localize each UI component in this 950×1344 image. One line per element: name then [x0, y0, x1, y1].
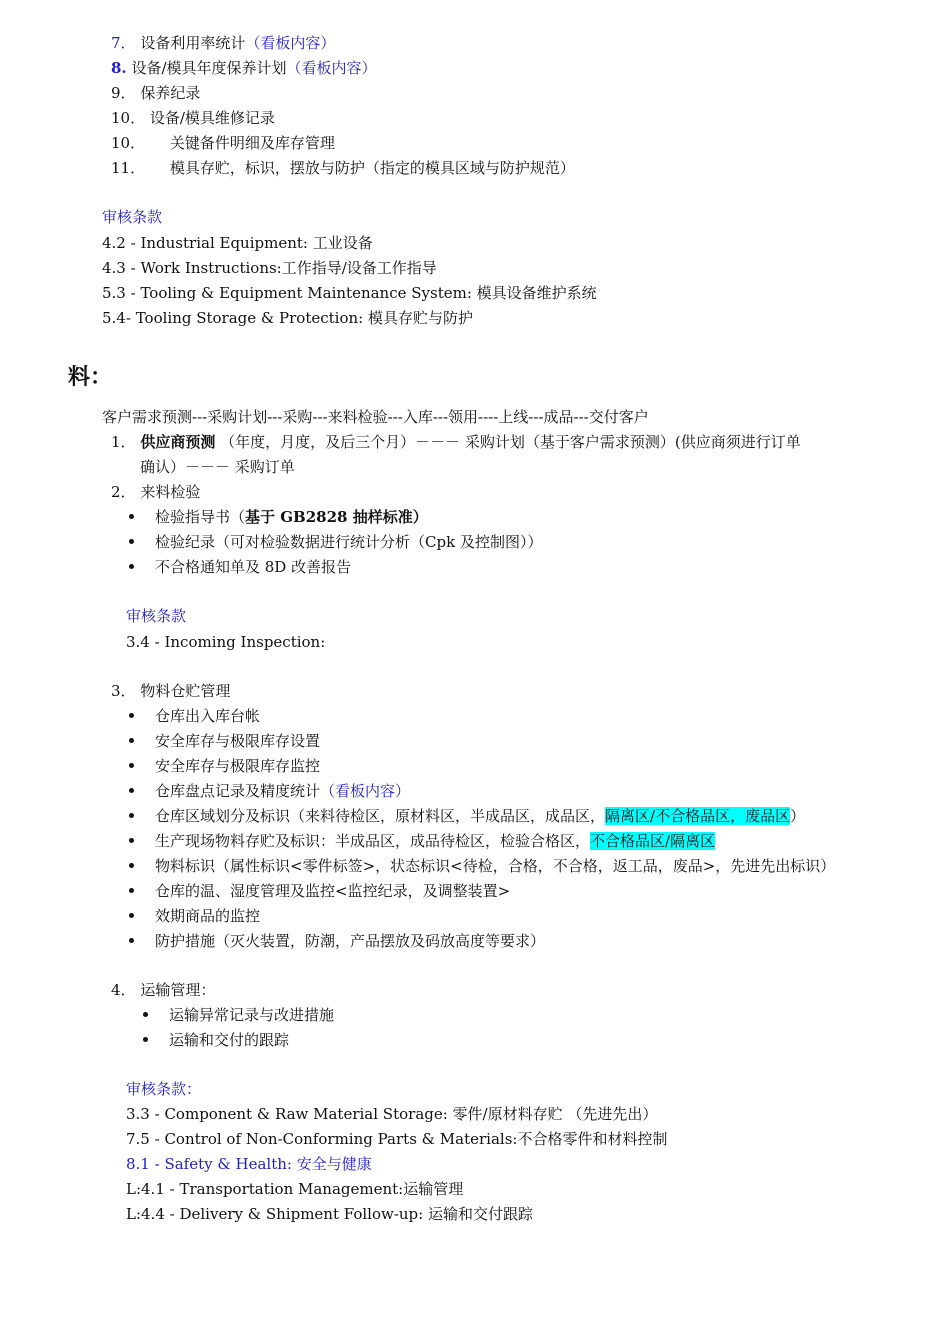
audit-title-2: 审核条款 [126, 607, 187, 625]
item-2-bullet-1: 检验指导书（基于 GB2828 抽样标准） [155, 508, 428, 526]
item-3-bullet-7: 物料标识（属性标识<零件标签>，状态标识<待检，合格，不合格，返工品，废品>，先进先出标识） [155, 857, 836, 875]
bullet-icon [143, 1012, 148, 1017]
item-2-bullet-2: 检验纪录（可对检验数据进行统计分析（Cpk 及控制图）） [155, 533, 543, 551]
equipment-item-10a: 10． 设备/模具维修记录 [111, 109, 275, 127]
audit-3-item: L:4.1 - Transportation Management:运输管理 [126, 1180, 464, 1198]
audit-1-item: 4.3 - Work Instructions:工作指导/设备工作指导 [102, 259, 437, 277]
item-3-bullet-2: 安全库存与极限库存设置 [155, 732, 321, 750]
item-4-bullet-1: 运输异常记录与改进措施 [169, 1006, 335, 1024]
section-heading-material: 料： [68, 364, 113, 390]
bullet-icon [129, 913, 134, 918]
audit-3-item: 3.3 - Component & Raw Material Storage: 零件/原材料存贮 （先进先出） [126, 1105, 658, 1123]
bullet-icon [129, 863, 134, 868]
item-3-warehouse-management: 3． 物料仓贮管理 [111, 682, 231, 700]
bullet-icon [129, 713, 134, 718]
equipment-item-11: 11． 模具存贮，标识，摆放与防护（指定的模具区域与防护规范） [111, 159, 575, 177]
item-3-bullet-3: 安全库存与极限库存监控 [155, 757, 321, 775]
bullet-icon [129, 539, 134, 544]
item-4-transport-management: 4． 运输管理： [111, 981, 216, 999]
item-3-bullet-5: 仓库区域划分及标识（来料待检区，原材料区，半成品区，成品区，隔离区/不合格品区，废品区） [155, 807, 806, 825]
item-3-bullet-8: 仓库的温、湿度管理及监控<监控纪录，及调整装置> [155, 882, 511, 900]
item-3-bullet-10: 防护措施（灭火装置，防潮，产品摆放及码放高度等要求） [155, 932, 546, 950]
highlighted-text: 不合格品区/隔离区 [590, 832, 716, 850]
highlighted-text: 隔离区/不合格品区，废品区 [605, 807, 791, 825]
equipment-item-8: 8. 设备/模具年度保养计划（看板内容） [111, 59, 377, 77]
audit-3-item: L:4.4 - Delivery & Shipment Follow-up: 运输和交付跟踪 [126, 1205, 533, 1223]
process-flow: 客户需求预测---采购计划---采购---来料检验---入库---领用----上线---成品---交付客户 [102, 408, 649, 426]
item-1-supplier-forecast: 1． 供应商预测 （年度，月度，及后三个月）－－－ 采购计划（基于客户需求预测）(供应商须进行订单 [111, 433, 801, 451]
audit-1-item: 5.3 - Tooling & Equipment Maintenance System: 模具设备维护系统 [102, 284, 597, 302]
bullet-icon [129, 564, 134, 569]
audit-title-1: 审核条款 [102, 208, 163, 226]
bullet-icon [129, 514, 134, 519]
item-2-incoming-inspection: 2． 来料检验 [111, 483, 201, 501]
bullet-icon [129, 838, 134, 843]
audit-3-item: 8.1 - Safety & Health: 安全与健康 [126, 1155, 372, 1173]
item-3-bullet-9: 效期商品的监控 [155, 907, 261, 925]
item-3-bullet-4: 仓库盘点记录及精度统计（看板内容） [155, 782, 411, 800]
bullet-icon [129, 763, 134, 768]
audit-1-item: 5.4- Tooling Storage & Protection: 模具存贮与防护 [102, 309, 473, 327]
item-3-bullet-1: 仓库出入库台帐 [155, 707, 261, 725]
equipment-item-10b: 10． 关键备件明细及库存管理 [111, 134, 335, 152]
bullet-icon [129, 738, 134, 743]
audit-1-item: 4.2 - Industrial Equipment: 工业设备 [102, 234, 373, 252]
bullet-icon [129, 938, 134, 943]
equipment-item-7: 7． 设备利用率统计（看板内容） [111, 34, 336, 52]
bullet-icon [129, 788, 134, 793]
bullet-icon [143, 1037, 148, 1042]
item-2-bullet-3: 不合格通知单及 8D 改善报告 [155, 558, 352, 576]
item-3-bullet-6: 生产现场物料存贮及标识：半成品区，成品待检区，检验合格区，不合格品区/隔离区 [155, 832, 716, 850]
audit-2-item: 3.4 - Incoming Inspection: [126, 633, 326, 651]
bullet-icon [129, 888, 134, 893]
audit-3-item: 7.5 - Control of Non-Conforming Parts & Materials:不合格零件和材料控制 [126, 1130, 668, 1148]
item-1-continuation: 确认）－－－ 采购订单 [140, 458, 295, 476]
bullet-icon [129, 813, 134, 818]
equipment-item-9: 9． 保养纪录 [111, 84, 201, 102]
audit-title-3: 审核条款： [126, 1080, 202, 1098]
item-4-bullet-2: 运输和交付的跟踪 [169, 1031, 290, 1049]
